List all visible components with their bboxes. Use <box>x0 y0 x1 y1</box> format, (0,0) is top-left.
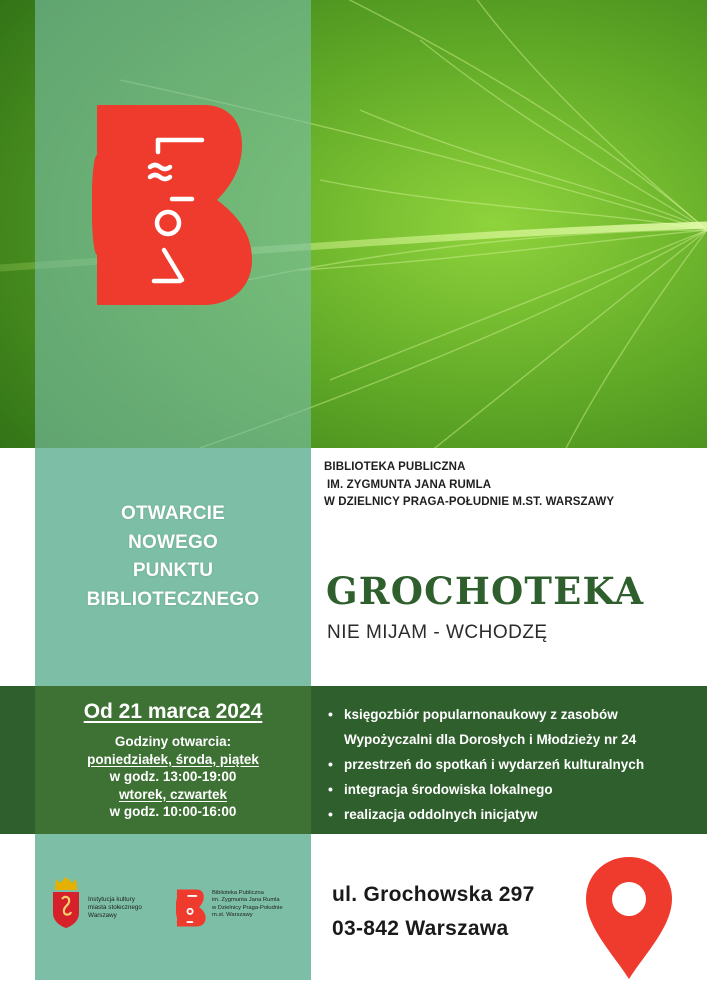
library-name-line-2: IM. ZYGMUNTA JANA RUMLA <box>327 478 492 491</box>
library-label-line: m.st. Warszawy <box>212 912 253 919</box>
library-name-line-1: BIBLIOTEKA PUBLICZNA <box>324 461 466 473</box>
opening-line-4: BIBLIOTECZNEGO <box>86 588 260 610</box>
city-institution-label <box>88 896 142 920</box>
address-city: 03-842 Warszawa <box>332 917 509 940</box>
feature-item: • przestrzeń do spotkań i wydarzeń kulturalnych <box>326 752 702 777</box>
feature-item: • realizacja oddolnych inicjatyw <box>326 802 702 827</box>
library-name <box>324 459 694 512</box>
hours-days-2: wtorek, czwartek <box>118 786 228 802</box>
hours-days-1: poniedziałek, środa, piątek <box>87 751 259 767</box>
opening-line-1: OTWARCIE <box>121 503 225 524</box>
library-label-line: im. Zygmunta Jana Rumla <box>212 897 280 904</box>
warsaw-crest-icon <box>50 873 82 929</box>
location-pin-icon <box>584 855 674 981</box>
opening-line-2: NOWEGO <box>128 531 218 553</box>
hours-time-1: w godz. 13:00-19:00 <box>109 769 237 784</box>
opening-title <box>35 500 311 614</box>
hours-time-2: w godz. 10:00-16:00 <box>109 804 237 819</box>
feature-item: • księgozbiór popularnonaukowy z zasobów <box>326 702 702 727</box>
page-subtitle: NIE MIJAM - WCHODZĘ <box>327 622 548 643</box>
address <box>332 878 535 946</box>
feature-item-continuation: Wypożyczalni dla Dorosłych i Młodzieży nr 24 <box>344 732 637 747</box>
opening-line-3: PUNKTU <box>132 560 214 581</box>
city-label-line: Warszawy <box>88 912 117 919</box>
library-partner-label <box>212 890 283 920</box>
hours-heading: Godziny otwarcia: <box>114 734 232 749</box>
city-label-line: Instytucja kultury <box>88 896 135 903</box>
page-title: GROCHOTEKA <box>326 569 645 613</box>
library-book-logo-icon <box>92 105 254 305</box>
feature-list <box>326 702 702 827</box>
library-label-line: Biblioteka Publiczna <box>212 890 264 896</box>
feature-item: • integracja środowiska lokalnego <box>326 777 702 802</box>
library-label-line: w Dzielnicy Praga-Południe <box>212 904 283 911</box>
opening-hours <box>35 733 311 821</box>
library-name-line-3: W DZIELNICY PRAGA-POŁUDNIE M.ST. WARSZAWY <box>324 496 615 508</box>
address-street: ul. Grochowska 297 <box>332 883 535 906</box>
library-small-logo-icon <box>176 889 206 927</box>
opening-date: Od 21 marca 2024 <box>83 700 263 723</box>
city-label-line: miasta stołecznego <box>88 904 142 911</box>
